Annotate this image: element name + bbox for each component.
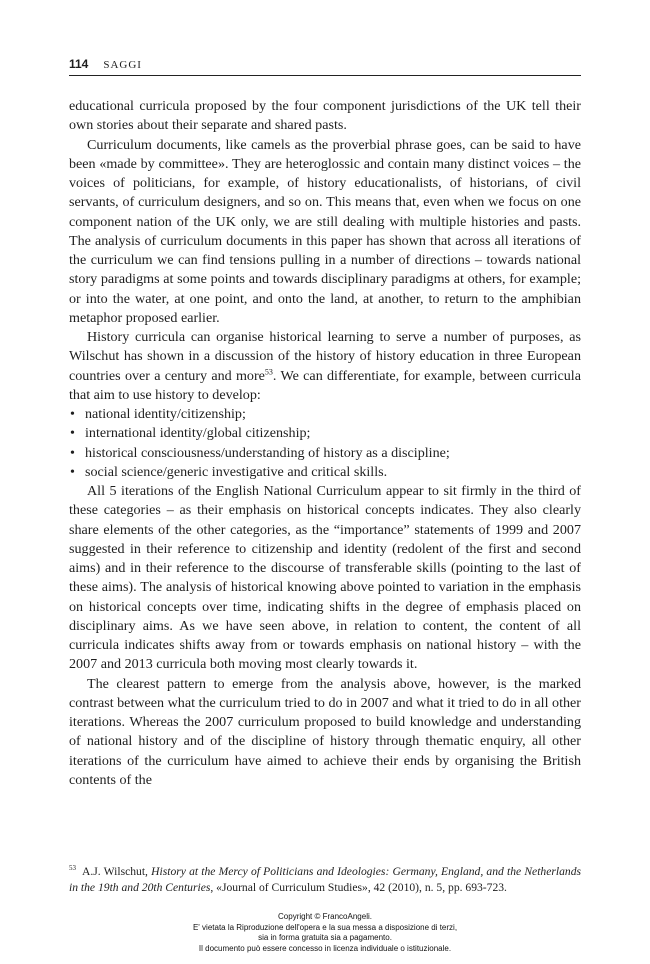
bullet-icon: •: [70, 406, 75, 422]
copyright-notice: [0, 912, 650, 954]
list-item: [69, 424, 581, 443]
bullet-list: [69, 405, 581, 482]
paragraph-4: All 5 iterations of the English National Curriculum appear to sit firmly in the third of these categories – as their emphasis on historical concepts indicates. They also clearly share elements of the other categories, as the “importance” statements of 1999 and 2007 suggested in their reference to citizenship and identity (redolent of the first and second aims) and in their reference to the discourse of transferable skills (pointing to the last of these aims). The analysis of historical knowing above pointed to variation in the emphasis on historical concepts over time, indicating shifts in the degree of emphasis placed on disciplinary aims. As we have seen above, in relation to content, the content of all curricula indicates shifts away from or towards emphasis on national history – with the 2007 and 2013 curricula both moving most clearly towards it.: [69, 483, 581, 673]
copyright-line-2: E' vietata la Riproduzione dell'opera e la sua messa a disposizione di terzi,: [192, 922, 458, 932]
list-item: [69, 444, 581, 463]
footnote-number: 53: [69, 864, 76, 873]
body-text: [69, 97, 581, 790]
paragraph-3-text: History curricula can organise historical learning to serve a number of purposes, as Wilschut has shown in a discussion of the history of history education in three European countries over a century and more: [69, 329, 581, 384]
bullet-icon: •: [70, 463, 75, 480]
paragraph-3: [69, 328, 581, 405]
copyright-line-4: Il documento può essere concesso in licenza individuale o istituzionale.: [198, 943, 452, 953]
copyright-line-3: sia in forma gratuita sia a pagamento.: [258, 933, 392, 942]
running-head: SAGGI: [103, 59, 142, 71]
paragraph-3-text-end: . We can differentiate, for example, between curricula that aim to use history to develop:: [69, 367, 581, 403]
footnote-reference[interactable]: 53: [264, 366, 273, 376]
copyright-line-1: Copyright © FrancoAngeli.: [278, 912, 372, 921]
footnote-author: A.J. Wilschut,: [82, 865, 152, 878]
paragraph-1: educational curricula proposed by the four component jurisdictions of the UK tell their own stories about their separate and shared pasts.: [69, 98, 581, 134]
paragraph-5: The clearest pattern to emerge from the analysis above, however, is the marked contrast between what the curriculum tried to do in 2007 and what it tried to do in all other iterations. Whereas the 2007 curriculum proposed to build knowledge and understanding of national history and of the discipline of history through thematic enquiry, all other iterations of the curriculum have aimed to achieve their ends by organising the British contents of the: [69, 675, 581, 788]
page-number: 114: [69, 57, 89, 71]
list-item-text: international identity/global citizenship;: [85, 425, 311, 442]
list-item-text: social science/generic investigative and critical skills.: [85, 463, 388, 480]
bullet-icon: •: [70, 425, 75, 442]
footnote-citation: , «Journal of Curriculum Studies», 42 (2010), n. 5, pp. 693-723.: [210, 881, 507, 894]
bullet-icon: •: [70, 444, 75, 461]
paragraph-2: Curriculum documents, like camels as the proverbial phrase goes, can be said to have been «made by committee». They are heteroglossic and contain many distinct voices – the voices of politicians, for example, of history educationalists, of historians, of civil servants, of curriculum designers, and so on. This means that, even when we focus on one component nation of the UK only, we are still dealing with multiple histories and pasts. The analysis of curriculum documents in this paper has shown that across all iterations of the curriculum we can find tensions pulling in a number of directions – towards national story paradigms at some points and towards disciplinary paradigms at others, for example; or into the water, at one point, and onto the land, at another, to return to the amphibian metaphor proposed earlier.: [69, 136, 581, 326]
footnote: [69, 864, 581, 896]
list-item: [69, 463, 581, 482]
list-item-text: national identity/citizenship;: [85, 406, 246, 422]
list-item-text: historical consciousness/understanding of history as a discipline;: [85, 444, 450, 461]
list-item: [69, 405, 581, 424]
footnote-title: History at the Mercy of Politicians and Ideologies: Germany, England, and the Netherlands in the 19th and 20th Centuries: [69, 865, 581, 894]
page-header: [69, 57, 581, 76]
